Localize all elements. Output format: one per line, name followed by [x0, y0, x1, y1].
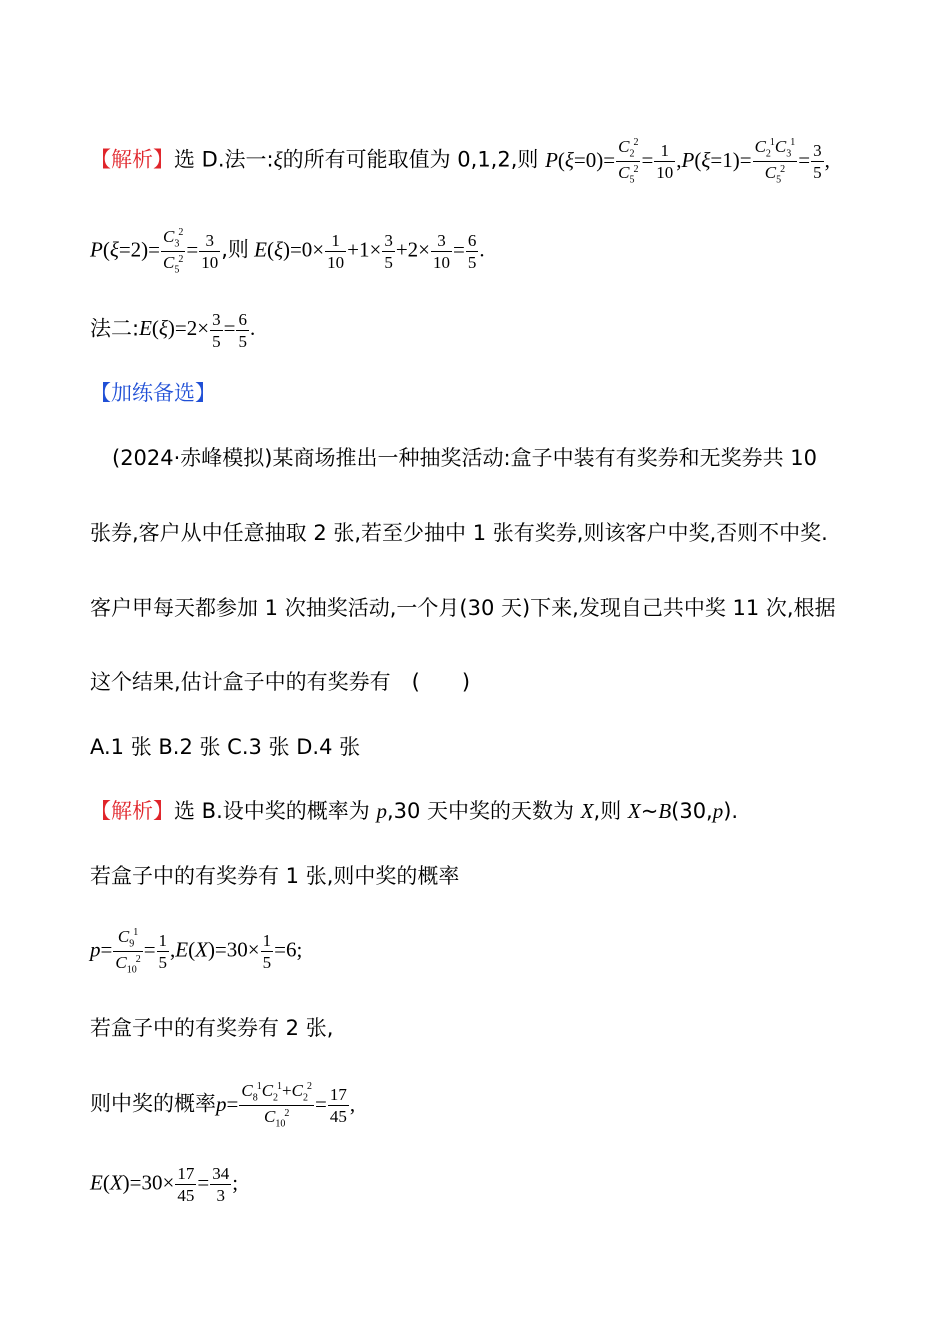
sol1-lead: 选 D.法一: — [174, 147, 274, 172]
case2-formula: 则中奖的概率p= $\frac{C_8^1C_2^1+C_2^2}{C_{10}^2}$ = $\frac{17}{45}$ , — [90, 1081, 356, 1130]
sol1-line1 — [90, 138, 830, 186]
extra-tag: 【加练备选】 — [90, 381, 216, 405]
sol2-line4: 若盒子中的有奖券有 2 张, — [90, 1016, 334, 1040]
case2-lead: 则中奖的概率 — [90, 1091, 216, 1116]
problem-line-2: 张券,客户从中任意抽取 2 张,若至少抽中 1 张有奖券,则该客户中奖,否则不中奖. — [90, 521, 828, 545]
sol2-line2: 若盒子中的有奖券有 1 张,则中奖的概率 — [90, 864, 460, 888]
problem-line-4: 这个结果,估计盒子中的有奖券有 ( ) — [90, 670, 471, 694]
case2-expectation: E(X)=30× $\frac{17}{45}$ = $\frac{34}{3}$ ; — [90, 1164, 239, 1205]
problem-line-1: (2024·赤峰模拟)某商场推出一种抽奖活动:盒子中装有有奖券和无奖券共 10 — [112, 446, 817, 470]
sol1-mid: 的所有可能取值为 0,1,2,则 — [282, 147, 539, 172]
case1-formula: p= $\frac{C_9^1}{C_{10}^2}$ = $\frac{1}{5}$ ,E(X)=30× $\frac{1}{5}$ =6; — [90, 927, 303, 976]
problem-line-3: 客户甲每天都参加 1 次抽奖活动,一个月(30 天)下来,发现自己共中奖 11 次,根据 — [90, 596, 836, 620]
options-line: A.1 张 B.2 张 C.3 张 D.4 张 — [90, 735, 361, 759]
method2-line: 法二:E(ξ)=2× $\frac{3}{5}$ = $\frac{6}{5}$ . — [90, 310, 256, 351]
xi-symbol: ξ — [273, 147, 283, 172]
analysis-tag-2: 【解析】 — [90, 799, 174, 823]
sol1-line2: P(ξ=2)= $\frac{C_3^2}{C_5^2}$ = $\frac{3}{10}$ ,则 E(ξ)=0× $\frac{1}{10}$ +1× $\frac{3}{5}$ +2× $\frac{3}{10}$ = $\frac{6}{5}$ . — [90, 227, 485, 276]
sol2-text: 选 B.设中奖的概率为 p,30 天中奖的天数为 X,则 X~B(30,p). — [174, 799, 739, 823]
sol2-line1 — [90, 796, 738, 826]
analysis-tag: 【解析】 — [90, 147, 174, 172]
method2-label: 法二: — [90, 316, 140, 341]
p0-formula: P(ξ=0)= $\frac{C_2^2}{C_5^2}$ = $\frac{1}{10}$ ,P(ξ=1)= $\frac{C_2^1C_3^1}{C_5^2}$ = $\frac{3}{5}$ , — [545, 137, 830, 186]
